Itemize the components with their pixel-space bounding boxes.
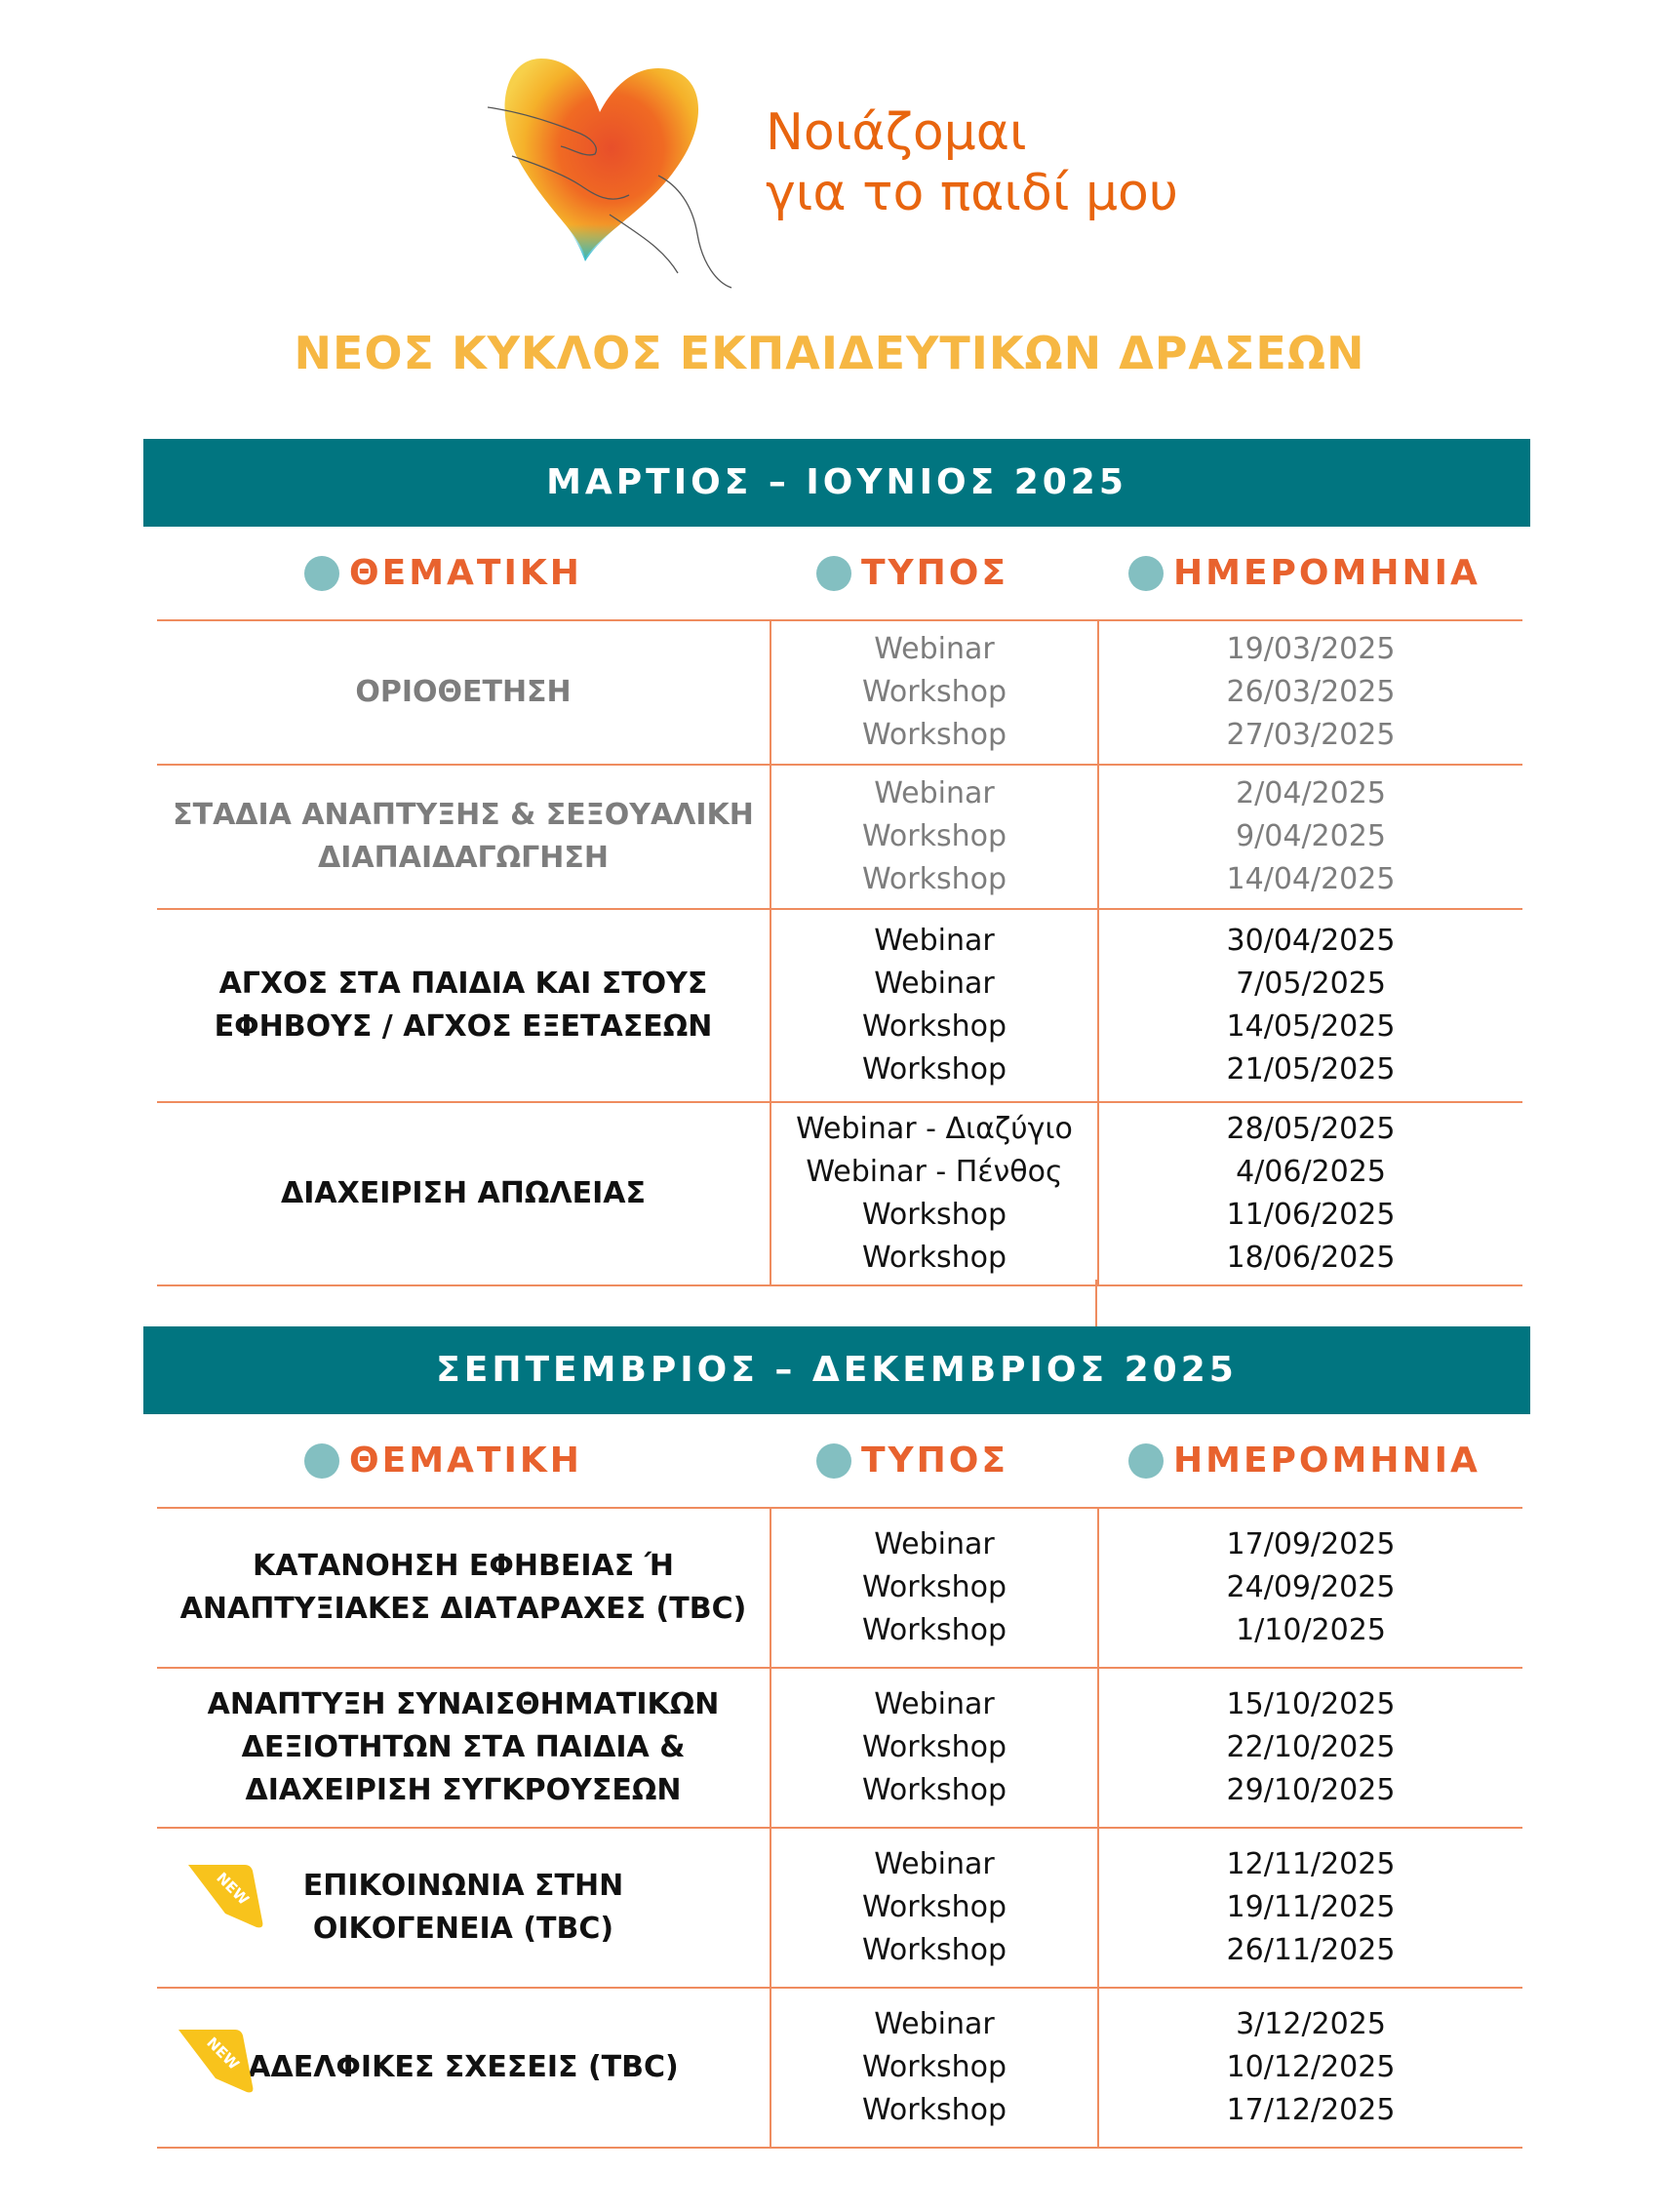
type-item: Workshop: [861, 819, 1007, 853]
type-item: Webinar: [874, 632, 995, 666]
theme-cell: [157, 1509, 771, 1667]
theme-line: ΔΙΑΧΕΙΡΙΣΗ ΑΠΩΛΕΙΑΣ: [281, 1176, 646, 1210]
type-item: Webinar: [874, 776, 995, 810]
brand-line-2: για το παιδί μου: [766, 164, 1178, 222]
date-item: 12/11/2025: [1226, 1847, 1396, 1881]
column-headers: [143, 1414, 1530, 1507]
date-item: 24/09/2025: [1226, 1570, 1396, 1604]
date-item: 26/11/2025: [1226, 1933, 1396, 1967]
theme-line: ΑΔΕΛΦΙΚΕΣ ΣΧΕΣΕΙΣ (TBC): [248, 2050, 679, 2084]
brand-name: [766, 102, 1178, 223]
date-cell: [1099, 621, 1522, 764]
date-item: 7/05/2025: [1236, 967, 1386, 1001]
schedule-section-2: [143, 1326, 1530, 2149]
type-cell: [771, 1989, 1099, 2147]
new-badge: [177, 2028, 255, 2096]
type-item: Webinar: [874, 924, 995, 958]
theme-line: ΑΓΧΟΣ ΣΤΑ ΠΑΙΔΙΑ ΚΑΙ ΣΤΟΥΣ: [218, 967, 708, 1001]
date-cell: [1099, 1989, 1522, 2147]
type-item: Workshop: [861, 1773, 1007, 1807]
date-cell: [1099, 1829, 1522, 1987]
date-cell: [1099, 766, 1522, 908]
schedule-table: [157, 619, 1522, 1286]
date-item: 3/12/2025: [1236, 2007, 1386, 2041]
type-item: Webinar: [874, 2007, 995, 2041]
new-badge-label: NEW: [213, 1869, 253, 1909]
theme-line: ΕΦΗΒΟΥΣ / ΑΓΧΟΣ ΕΞΕΤΑΣΕΩΝ: [214, 1009, 713, 1044]
new-badge-label: NEW: [203, 2034, 243, 2074]
date-item: 2/04/2025: [1236, 776, 1386, 810]
theme-line: ΟΡΙΟΘΕΤΗΣΗ: [355, 675, 572, 709]
table-row: [157, 1989, 1522, 2149]
date-item: 14/05/2025: [1226, 1009, 1396, 1044]
date-item: 11/06/2025: [1226, 1198, 1396, 1232]
table-row: [157, 1103, 1522, 1286]
date-item: 28/05/2025: [1226, 1112, 1396, 1146]
theme-line: ΚΑΤΑΝΟΗΣΗ ΕΦΗΒΕΙΑΣ Ή: [253, 1549, 674, 1583]
theme-line: ΑΝΑΠΤΥΞΗ ΣΥΝΑΙΣΘΗΜΑΤΙΚΩΝ: [207, 1687, 720, 1721]
date-item: 26/03/2025: [1226, 675, 1396, 709]
date-item: 4/06/2025: [1236, 1155, 1386, 1189]
schedule-table: [157, 1507, 1522, 2149]
date-item: 17/12/2025: [1226, 2093, 1396, 2127]
header-type: ΤΥΠΟΣ: [816, 1414, 1008, 1507]
date-item: 19/11/2025: [1226, 1890, 1396, 1924]
date-item: 29/10/2025: [1226, 1773, 1396, 1807]
header-theme: ΘΕΜΑΤΙΚΗ: [304, 527, 582, 619]
bullet-dot-icon: [304, 1443, 339, 1479]
type-cell: [771, 1509, 1099, 1667]
column-headers: [143, 527, 1530, 619]
date-item: 1/10/2025: [1236, 1613, 1386, 1647]
type-item: Webinar: [874, 1687, 995, 1721]
date-item: 10/12/2025: [1226, 2050, 1396, 2084]
type-item: Workshop: [861, 862, 1007, 896]
type-item: Workshop: [861, 2093, 1007, 2127]
date-item: 9/04/2025: [1236, 819, 1386, 853]
header-date: ΗΜΕΡΟΜΗΝΙΑ: [1128, 527, 1481, 619]
section-banner: ΜΑΡΤΙΟΣ – ΙΟΥΝΙΟΣ 2025: [143, 439, 1530, 527]
table-row: [157, 1509, 1522, 1669]
type-cell: [771, 1669, 1099, 1827]
date-item: 17/09/2025: [1226, 1527, 1396, 1561]
theme-cell: [157, 1829, 771, 1987]
type-item: Workshop: [861, 1241, 1007, 1275]
schedule-section-1: [143, 439, 1530, 1286]
date-cell: [1099, 1669, 1522, 1827]
type-item: Workshop: [861, 718, 1007, 752]
type-item: Workshop: [861, 1613, 1007, 1647]
date-item: 22/10/2025: [1226, 1730, 1396, 1764]
table-row: [157, 910, 1522, 1103]
theme-line: ΕΠΙΚΟΙΝΩΝΙΑ ΣΤΗΝ: [302, 1869, 624, 1903]
new-badge: [186, 1863, 264, 1931]
date-cell: [1099, 910, 1522, 1101]
type-item: Workshop: [861, 675, 1007, 709]
bullet-dot-icon: [1128, 1443, 1164, 1479]
theme-cell: [157, 1669, 771, 1827]
theme-cell: [157, 1989, 771, 2147]
theme-cell: [157, 1103, 771, 1284]
type-item: Webinar: [874, 1527, 995, 1561]
theme-line: ΔΙΑΧΕΙΡΙΣΗ ΣΥΓΚΡΟΥΣΕΩΝ: [245, 1773, 682, 1807]
theme-cell: [157, 766, 771, 908]
theme-line: ΔΕΞΙΟΤΗΤΩΝ ΣΤΑ ΠΑΙΔΙΑ &: [241, 1730, 686, 1764]
date-item: 14/04/2025: [1226, 862, 1396, 896]
theme-cell: [157, 910, 771, 1101]
type-item: Workshop: [861, 1933, 1007, 1967]
date-item: 19/03/2025: [1226, 632, 1396, 666]
bullet-dot-icon: [816, 1443, 851, 1479]
type-item: Workshop: [861, 1890, 1007, 1924]
date-item: 18/06/2025: [1226, 1241, 1396, 1275]
type-item: Workshop: [861, 1009, 1007, 1044]
type-cell: [771, 621, 1099, 764]
table-row: [157, 1829, 1522, 1989]
type-cell: [771, 910, 1099, 1101]
bullet-dot-icon: [816, 556, 851, 591]
date-item: 21/05/2025: [1226, 1052, 1396, 1086]
type-item: Workshop: [861, 2050, 1007, 2084]
bullet-dot-icon: [304, 556, 339, 591]
type-item: Webinar: [874, 1847, 995, 1881]
theme-line: ΟΙΚΟΓΕΝΕΙΑ (TBC): [312, 1912, 614, 1946]
header-date: ΗΜΕΡΟΜΗΝΙΑ: [1128, 1414, 1481, 1507]
type-item: Workshop: [861, 1198, 1007, 1232]
date-cell: [1099, 1103, 1522, 1284]
theme-line: ΔΙΑΠΑΙΔΑΓΩΓΗΣΗ: [318, 841, 609, 875]
date-item: 15/10/2025: [1226, 1687, 1396, 1721]
type-item: Workshop: [861, 1570, 1007, 1604]
type-item: Webinar - Διαζύγιο: [796, 1112, 1073, 1146]
type-item: Webinar: [874, 967, 995, 1001]
type-item: Webinar - Πένθος: [806, 1155, 1063, 1189]
page-title: ΝΕΟΣ ΚΥΚΛΟΣ ΕΚΠΑΙΔΕΥΤΙΚΩΝ ΔΡΑΣΕΩΝ: [294, 327, 1365, 379]
type-cell: [771, 766, 1099, 908]
header-type: ΤΥΠΟΣ: [816, 527, 1008, 619]
type-item: Workshop: [861, 1052, 1007, 1086]
type-cell: [771, 1829, 1099, 1987]
section-banner: ΣΕΠΤΕΜΒΡΙΟΣ – ΔΕΚΕΜΒΡΙΟΣ 2025: [143, 1326, 1530, 1414]
table-row: [157, 1669, 1522, 1829]
theme-cell: [157, 621, 771, 764]
table-row: [157, 766, 1522, 910]
date-item: 27/03/2025: [1226, 718, 1396, 752]
type-cell: [771, 1103, 1099, 1284]
theme-line: ΣΤΑΔΙΑ ΑΝΑΠΤΥΞΗΣ & ΣΕΞΟΥΑΛΙΚΗ: [173, 798, 754, 832]
date-cell: [1099, 1509, 1522, 1667]
divider: [1095, 1280, 1097, 1326]
date-item: 30/04/2025: [1226, 924, 1396, 958]
theme-line: ΑΝΑΠΤΥΞΙΑΚΕΣ ΔΙΑΤΑΡΑΧΕΣ (TBC): [179, 1592, 747, 1626]
bullet-dot-icon: [1128, 556, 1164, 591]
header-theme: ΘΕΜΑΤΙΚΗ: [304, 1414, 582, 1507]
type-item: Workshop: [861, 1730, 1007, 1764]
table-row: [157, 621, 1522, 766]
brand-line-1: Νοιάζομαι: [766, 103, 1027, 162]
logo-heart: [483, 39, 766, 293]
